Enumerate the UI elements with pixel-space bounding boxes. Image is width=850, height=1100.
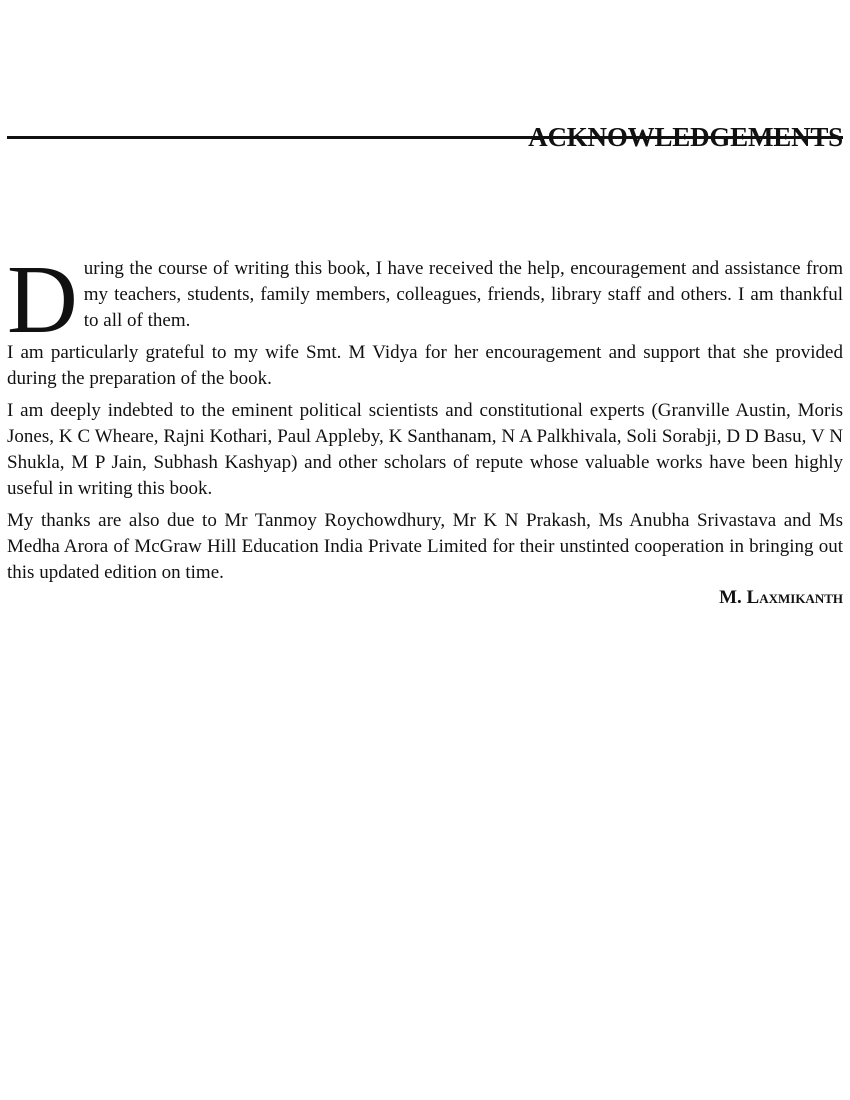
paragraph-2: I am particularly grateful to my wife Smt. M Vidya for her encouragement and support that she provided during the preparation of the book. — [7, 342, 843, 389]
acknowledgements-body — [7, 246, 843, 592]
drop-cap: D — [7, 246, 78, 354]
author-signature: M. Laxmikanth — [719, 587, 843, 608]
paragraph-4: My thanks are also due to Mr Tanmoy Roychowdhury, Mr K N Prakash, Ms Anubha Srivastava and Ms Medha Arora of McGraw Hill Education India Private Limited for their unstinted cooperation in bringing out this updated edition on time. — [7, 510, 843, 583]
section-header — [7, 118, 843, 152]
page-title: ACKNOWLEDGEMENTS — [528, 122, 843, 152]
paragraph-1 — [7, 246, 843, 354]
paragraph-1-text: uring the course of writing this book, I have received the help, encouragement and assistance from my teachers, students, family members, colleagues, friends, library staff and others. I am thankful to all of them. — [83, 258, 843, 331]
paragraph-3: I am deeply indebted to the eminent political scientists and constitutional experts (Granville Austin, Moris Jones, K C Wheare, Rajni Kothari, Paul Appleby, K Santhanam, N A Palkhivala, Soli Sorabji, D D Basu, V N Shukla, M P Jain, Subhash Kashyap) and other scholars of repute whose valuable works have been highly useful in writing this book. — [7, 400, 843, 499]
